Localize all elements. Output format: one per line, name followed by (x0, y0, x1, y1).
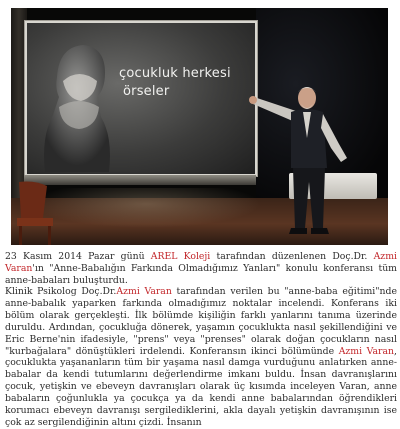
caption-text-3: 'ın "Anne-Babalığın Farkında Olmadığımız Yanları" konulu konferansı tüm anne-babaları buluşturdu. (5, 262, 397, 286)
speaker-link[interactable]: Azmi Varan (116, 286, 172, 297)
conference-photo (11, 8, 388, 245)
caption-text-1: 23 Kasım 2014 Pazar günü (5, 251, 151, 262)
speaker-link[interactable]: Azmi Varan (5, 251, 397, 274)
slide-line-1: çocukluk herkesi (119, 66, 231, 81)
crying-child-image (39, 37, 119, 172)
slide-title (119, 65, 231, 101)
speaker-figure (243, 78, 363, 245)
body-text-1: Klinik Psikolog Doç.Dr. (5, 286, 117, 297)
chair (13, 180, 57, 245)
screen-base (24, 175, 256, 185)
body-text-3: , çocuklukta yaşananların tüm bir yaşama nasıl damga vurduğunu anlatırken anne-babalar da kendi tutumlarını değerlendirme imkanı buldu. İnsan davranışlarını çocuk, yetişkin ve ebeveyn davranışları olarak üç kısımda inceleyen Varan, anne babaların çoğunlukla ya çocukça ya da kendi anne babalarından öğrendikleri korumacı ebeveyn davranışı sergilediklerini, akla dayalı yetişkin davranışının ise çok az sergilendiğinin altını çizdi. İnsanın (5, 345, 397, 428)
speaker-link[interactable]: Azmi Varan (338, 345, 395, 357)
photo-caption (5, 251, 397, 287)
slide-line-2: örseler (123, 84, 170, 99)
stage-light (31, 188, 261, 228)
projection-screen (24, 20, 258, 177)
school-link[interactable]: AREL Koleji (150, 251, 211, 262)
article-body (5, 286, 397, 429)
caption-text-2: tarafından düzenlenen Doç.Dr. (210, 251, 374, 262)
body-text-2: tarafından verilen bu "anne-baba eğitimi"nde anne-babalık yaparken farkında olmadığımız noktalar incelendi. Konferans iki bölüm olarak gerçekleşti. İlk bölümde kişiliğin farklı yanlarını tanıma üzerinde duruldu. Ardından, çocukluğa dönerek, yaşamın çocuklukta nasıl şekillendiğini ve Eric Berne'nin ifadesiyle, "prens" veya "prenses" olarak doğan çocukların nasıl "kurbağalara" dönüştükleri irdelendi. Konferansın ikinci bölümünde (5, 286, 397, 357)
